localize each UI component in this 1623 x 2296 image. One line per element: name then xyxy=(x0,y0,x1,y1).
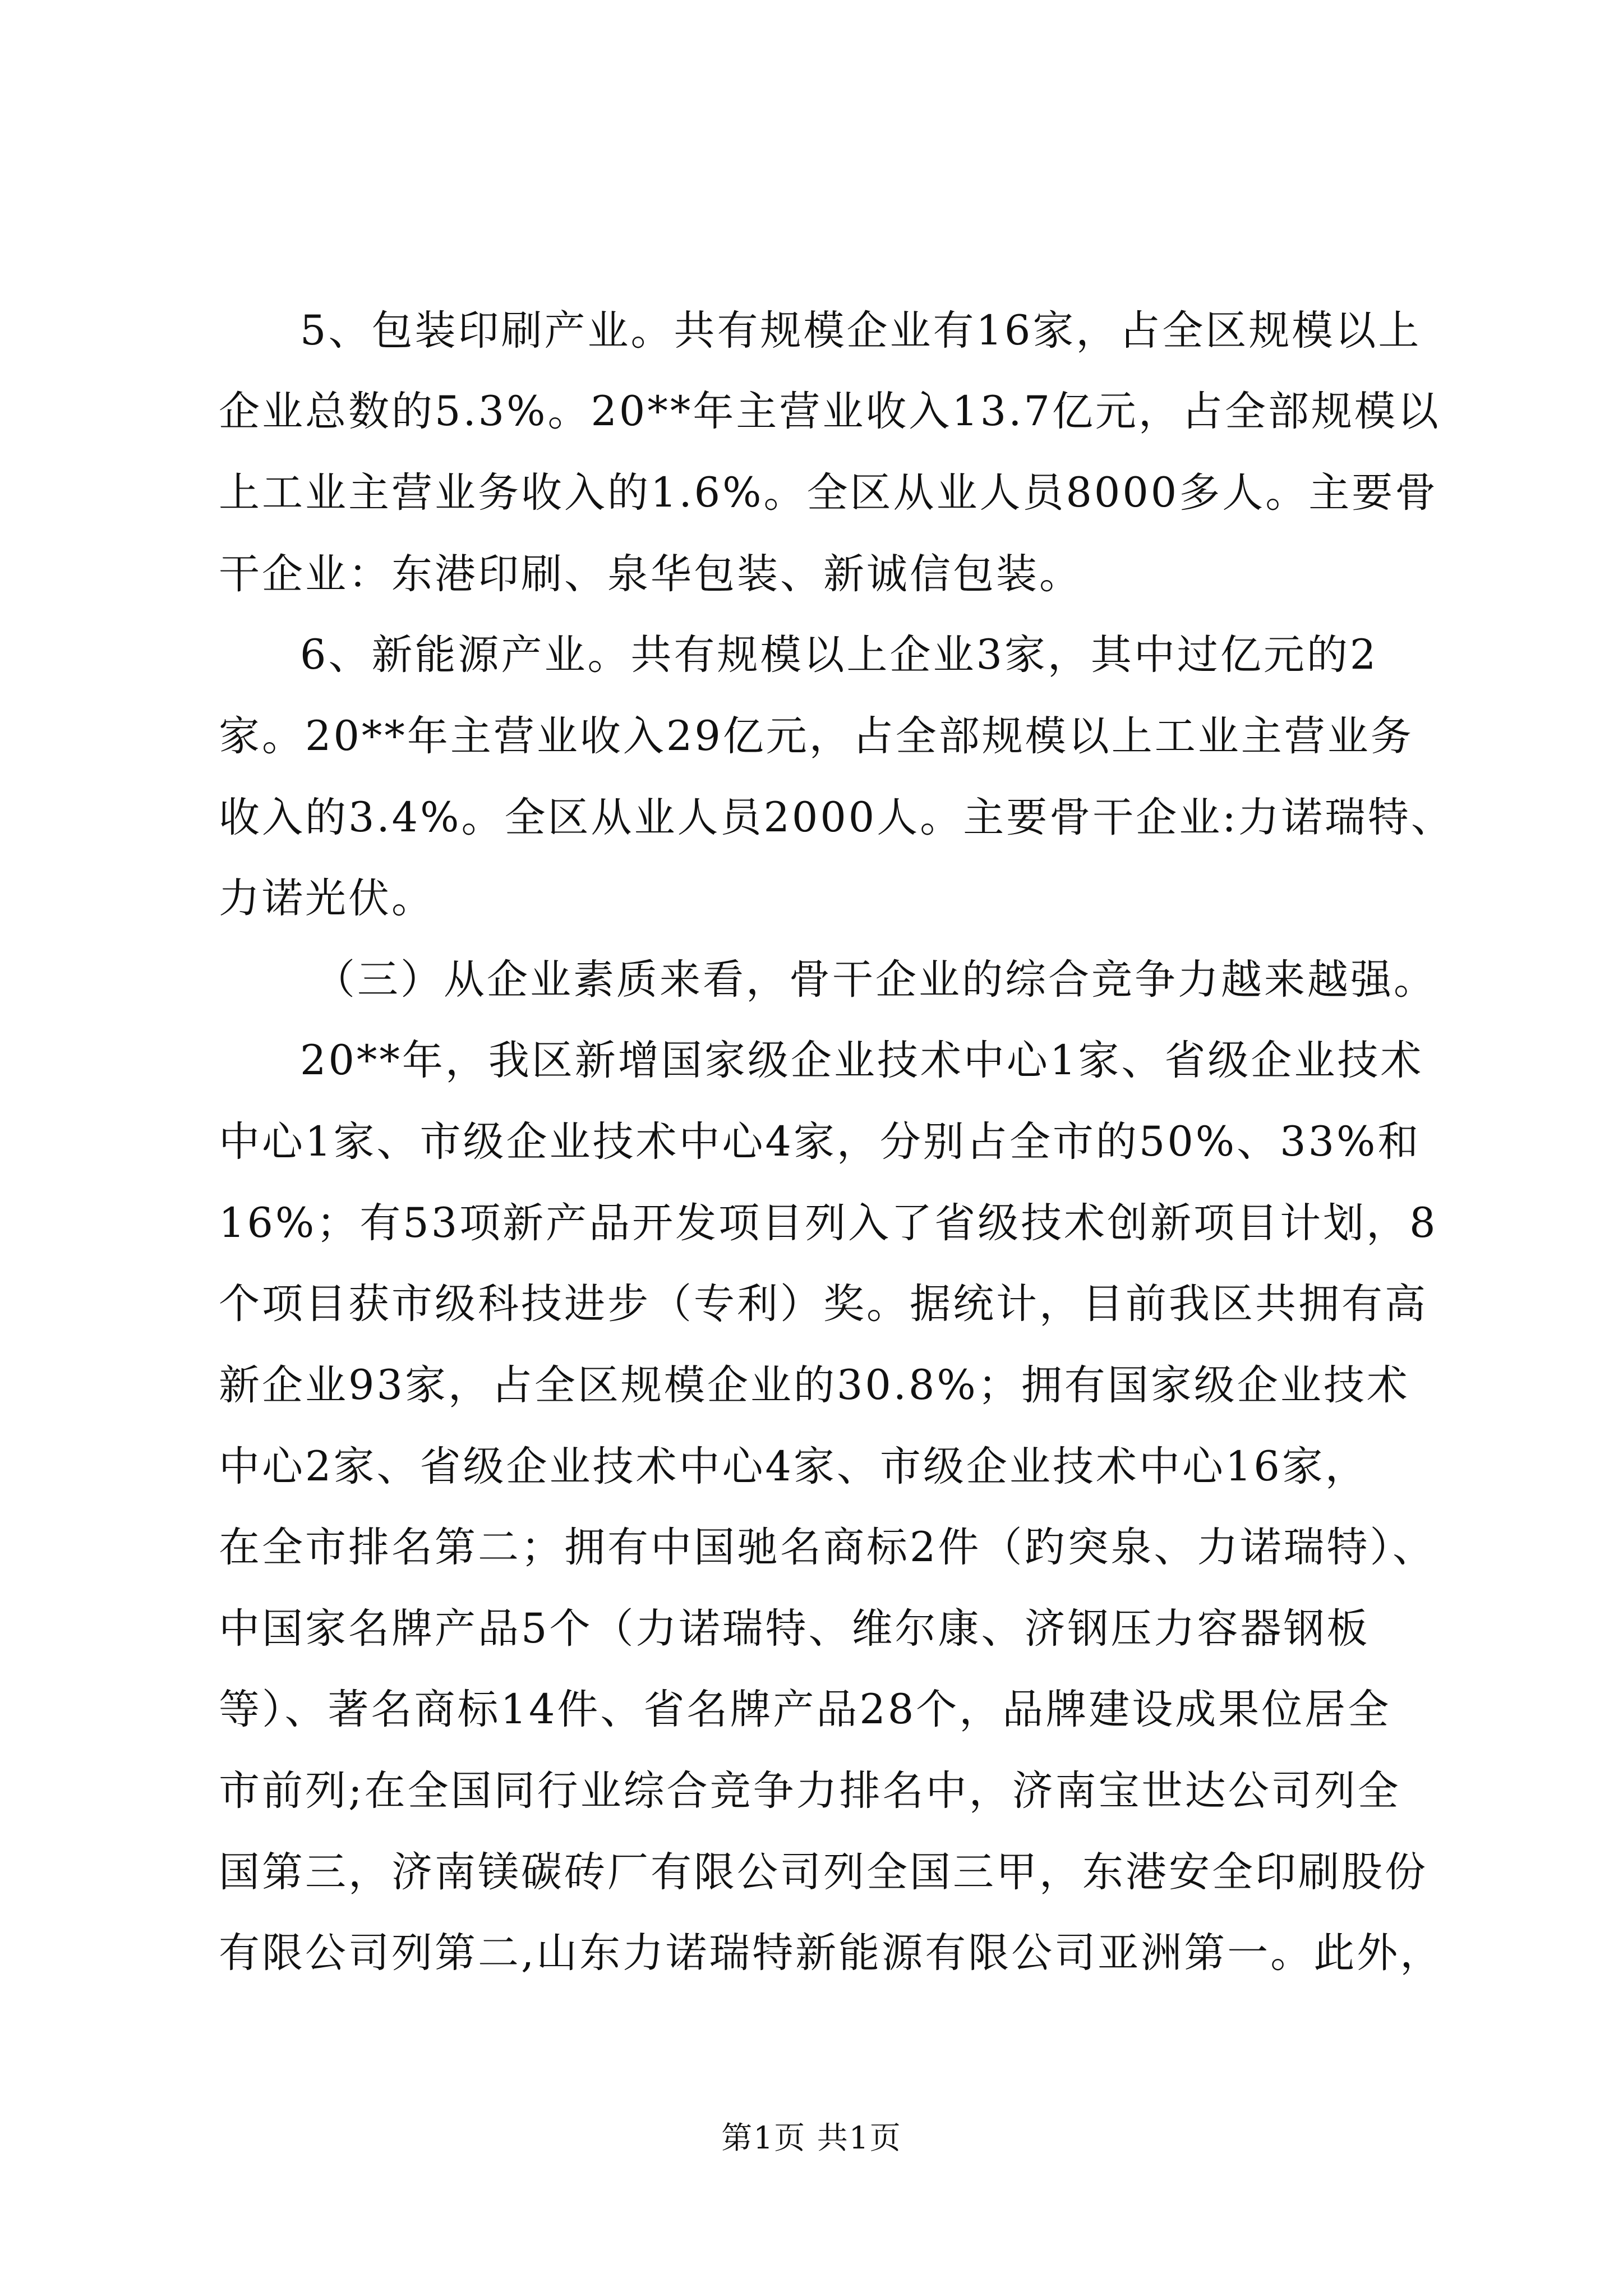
paragraph-line: 企业总数的5.3%。20**年主营业收入13.7亿元，占全部规模以 xyxy=(219,388,1441,435)
paragraph-line: 家。20**年主营业收入29亿元，占全部规模以上工业主营业务 xyxy=(219,712,1414,760)
paragraph-line: 在全市排名第二；拥有中国驰名商标2件（趵突泉、力诺瑞特）、 xyxy=(219,1524,1436,1571)
paragraph-line: 等）、著名商标14件、省名牌产品28个，品牌建设成果位居全 xyxy=(219,1686,1391,1733)
page-footer: 第1页 共1页 xyxy=(721,2120,902,2156)
paragraph-line: 6、新能源产业。共有规模以上企业3家，其中过亿元的2 xyxy=(300,631,1378,679)
paragraph-line: 中心1家、市级企业技术中心4家，分别占全市的50%、33%和 xyxy=(219,1118,1421,1166)
paragraph-line: 中国家名牌产品5个（力诺瑞特、维尔康、济钢压力容器钢板 xyxy=(219,1605,1370,1653)
paragraph-line: 新企业93家，占全区规模企业的30.8%；拥有国家级企业技术 xyxy=(219,1361,1410,1409)
paragraph-line: 市前列;在全国同行业综合竞争力排名中，济南宝世达公司列全 xyxy=(219,1767,1401,1815)
paragraph-line: 中心2家、省级企业技术中心4家、市级企业技术中心16家， xyxy=(219,1443,1368,1490)
paragraph-line: 干企业：东港印刷、泉华包装、新诚信包装。 xyxy=(219,550,1082,598)
paragraph-line: 上工业主营业务收入的1.6%。全区从业人员8000多人。主要骨 xyxy=(219,469,1438,517)
paragraph-line: 个项目获市级科技进步（专利）奖。据统计，目前我区共拥有高 xyxy=(219,1280,1428,1328)
paragraph-line: 国第三，济南镁碳砖厂有限公司列全国三甲，东港安全印刷股份 xyxy=(219,1848,1428,1896)
section-heading: （三）从企业素质来看，骨干企业的综合竞争力越来越强。 xyxy=(314,956,1437,1004)
paragraph-line: 收入的3.4%。全区从业人员2000人。主要骨干企业:力诺瑞特、 xyxy=(219,794,1454,841)
paragraph-line: 力诺光伏。 xyxy=(219,875,435,922)
paragraph-line: 5、包装印刷产业。共有规模企业有16家，占全区规模以上 xyxy=(300,307,1422,355)
paragraph-line: 16%；有53项新产品开发项目列入了省级技术创新项目计划，8 xyxy=(219,1199,1438,1247)
paragraph-line: 有限公司列第二,山东力诺瑞特新能源有限公司亚洲第一。此外， xyxy=(219,1929,1444,1977)
paragraph-line: 20**年，我区新增国家级企业技术中心1家、省级企业技术 xyxy=(300,1037,1424,1084)
